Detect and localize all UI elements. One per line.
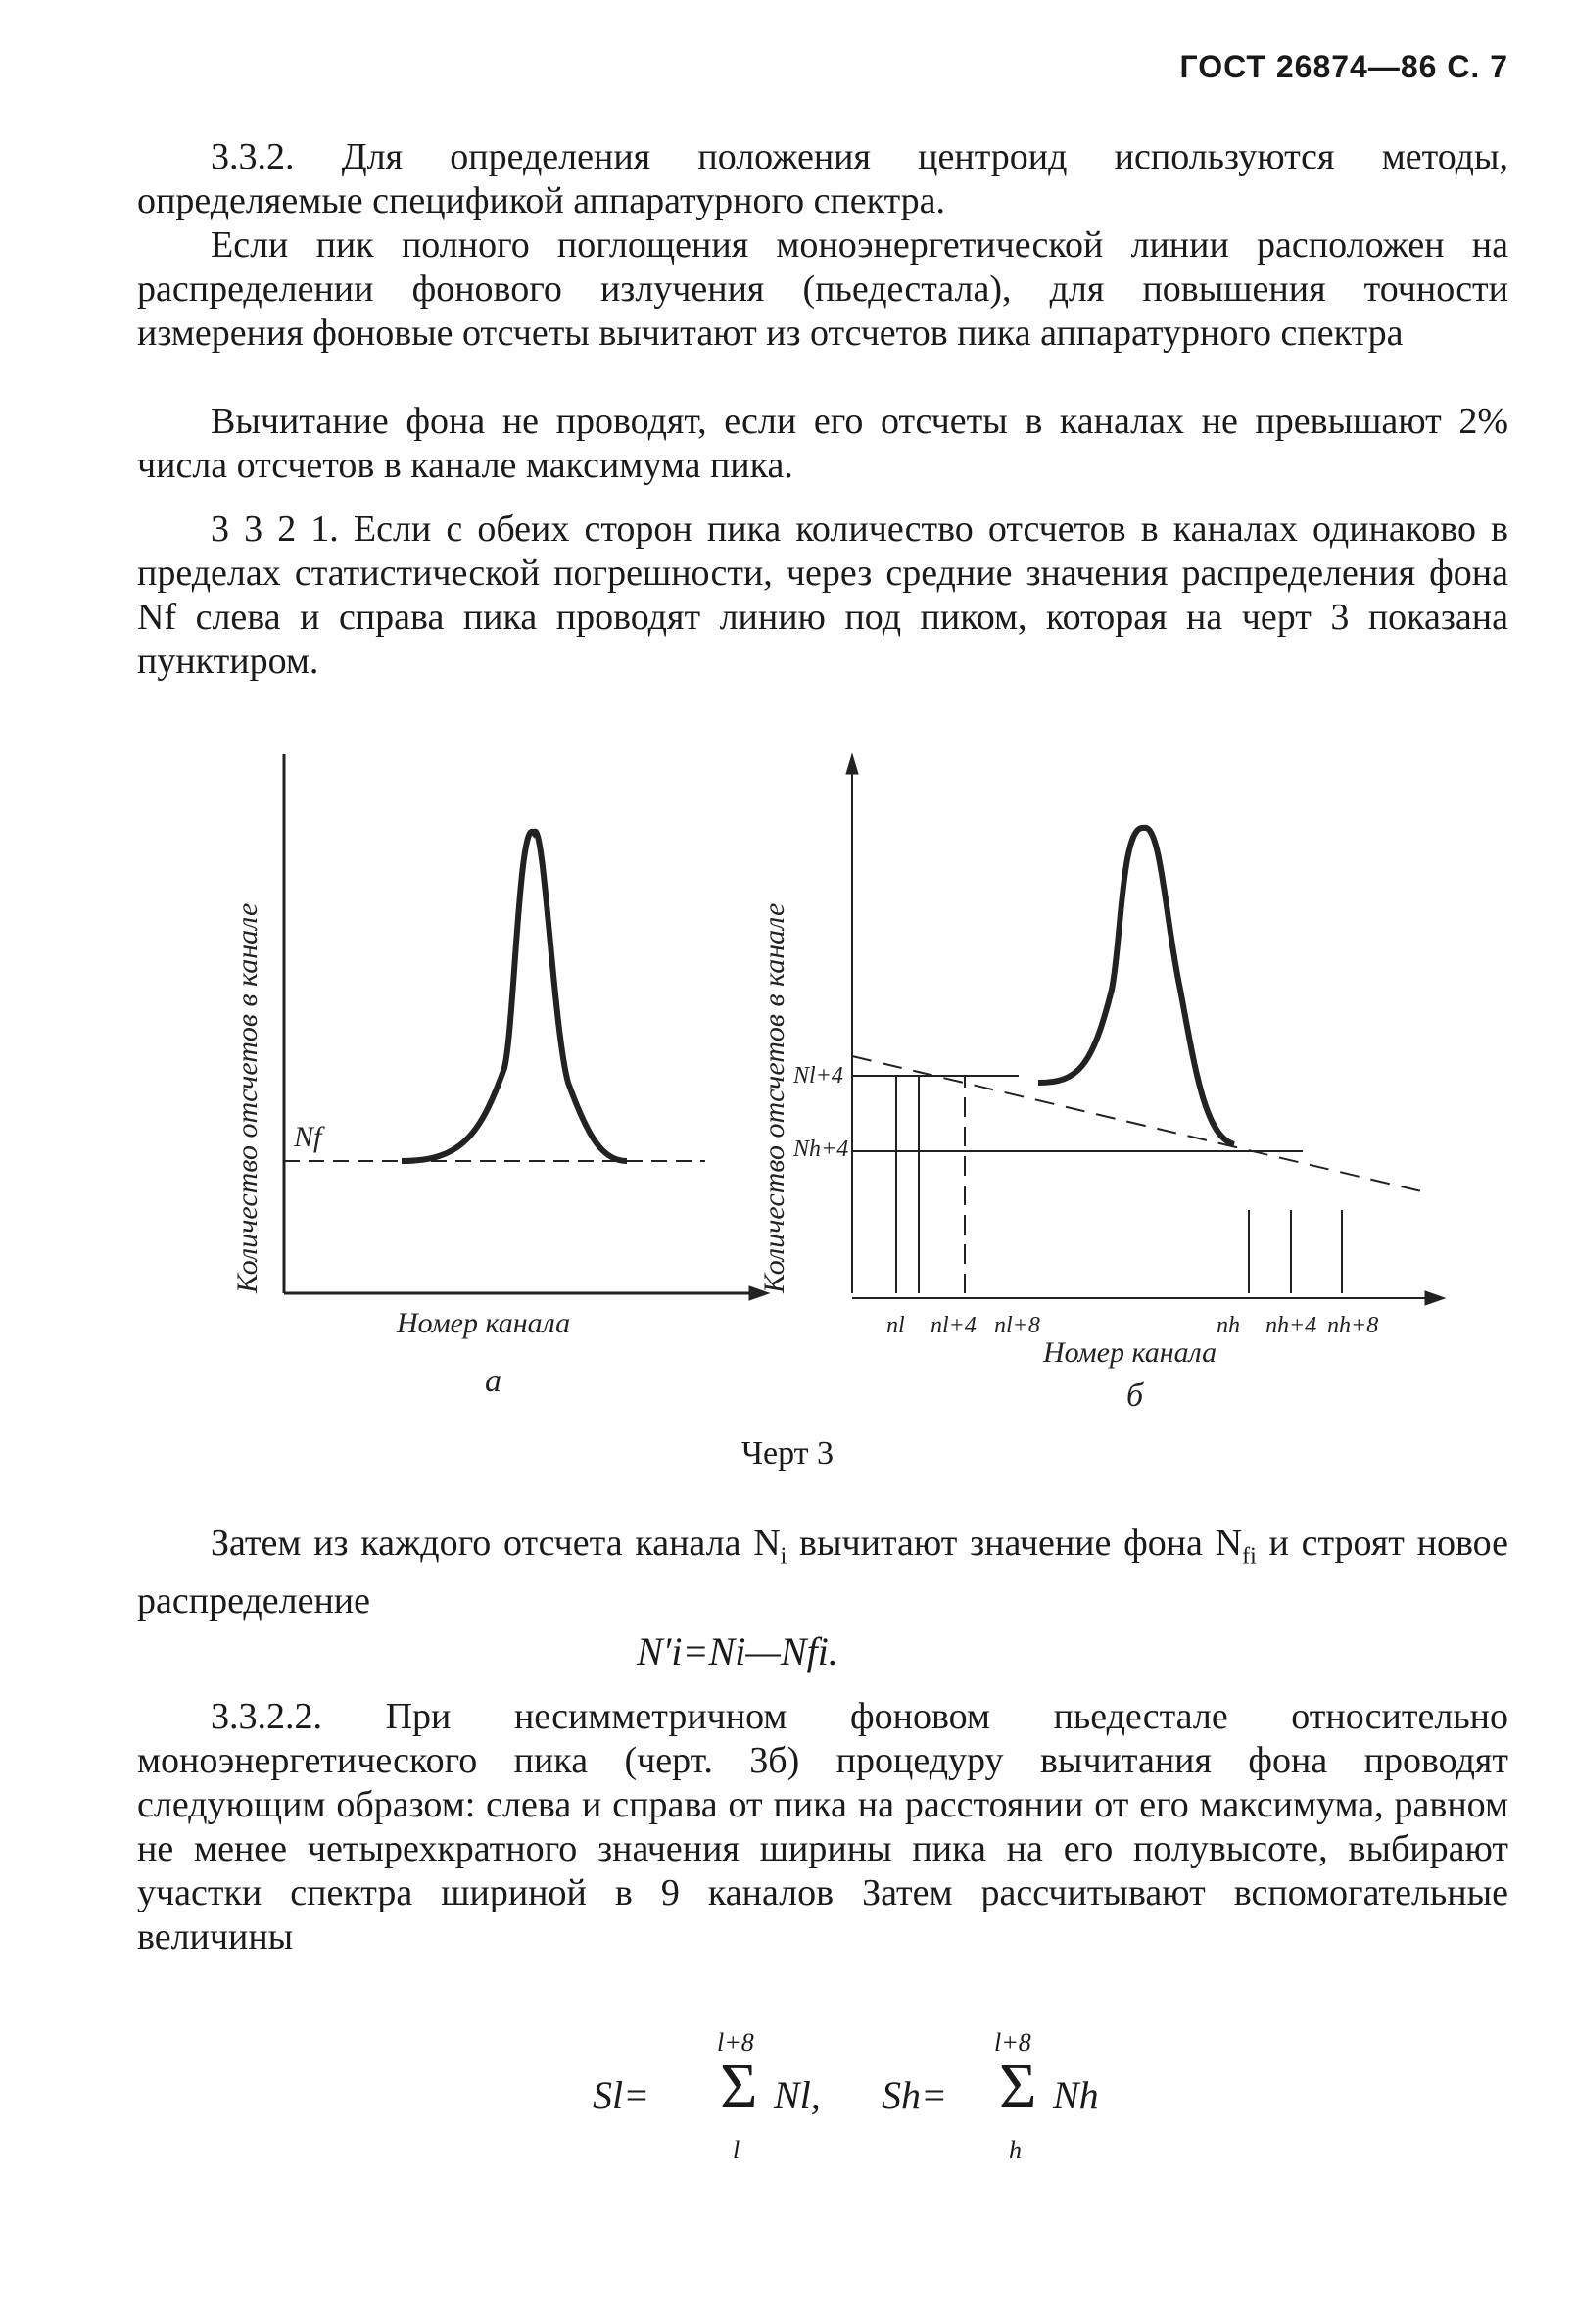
tick-label-nl: nl bbox=[886, 1313, 905, 1338]
tick-label-nh: nh bbox=[1217, 1313, 1240, 1338]
xlabel-b: Номер канала bbox=[1043, 1336, 1217, 1369]
tick-label-nl8: nl+8 bbox=[994, 1313, 1040, 1338]
sum-l-upper: l+8 bbox=[717, 2028, 754, 2057]
tick-label-nl4: nl+4 bbox=[931, 1313, 977, 1338]
sum-h-sigma: Σ bbox=[999, 2051, 1037, 2122]
arrow-x-b bbox=[1425, 1291, 1445, 1305]
figure-b bbox=[846, 754, 1445, 1305]
ylabel-b: Количество отсчетов в канале bbox=[758, 902, 790, 1293]
paragraph-background: Если пик полного поглощения моноэнергетической линии расположен на распределении фонового излучения (пьедестала), для повышения точности измерения фоновые отсчеты вычитают из отсчетов пика аппаратурного спектра bbox=[137, 224, 1508, 354]
figure-3 bbox=[0, 745, 1575, 1489]
paragraph-subtract: Затем из каждого отсчета канала $N_i$ вычитают значение фона $N_{fi}$ и строят новое распределение bbox=[137, 1523, 1509, 1622]
figure-a bbox=[284, 754, 769, 1300]
paragraph-no-subtraction: Вычитание фона не проводят, если его отсчеты в каналах не превышают 2% числа отсчетов в канале максимума пика. bbox=[137, 401, 1508, 486]
arrow-y-b bbox=[846, 754, 858, 774]
paragraph-3-3-2: 3.3.2. Для определения положения центроид используются методы, определяемые спецификой аппаратурного спектра. bbox=[137, 136, 1508, 221]
sum-l-sigma: Σ bbox=[720, 2051, 758, 2122]
letter-a: а bbox=[485, 1363, 501, 1399]
sum-h-lhs: Sh= bbox=[882, 2073, 947, 2117]
sum-l-lhs: Sl= bbox=[593, 2073, 650, 2117]
equation-subtract: N′i=Ni—Nfi. bbox=[637, 1629, 838, 1673]
sum-l-lower: l bbox=[733, 2136, 740, 2164]
sum-h-term: Nh bbox=[1053, 2073, 1099, 2117]
peak-a bbox=[402, 832, 627, 1161]
paragraph-3-3-2-1: 3 3 2 1. Если с обеих сторон пика количество отсчетов в каналах одинаково в пределах статистической погрешности, через средние значения распределения фона Nf слева и справа пика проводят линию под пиком, которая на черт 3 показана пунктиром. bbox=[137, 508, 1508, 682]
ylabel-a: Количество отсчетов в канале bbox=[231, 902, 263, 1293]
nl4-label: Nl+4 bbox=[793, 1063, 843, 1089]
sum-h-lower: h bbox=[1009, 2136, 1022, 2164]
tick-label-nh8: nh+8 bbox=[1327, 1313, 1379, 1338]
sum-l-term: Nl, bbox=[774, 2073, 821, 2117]
nf-label: Nf bbox=[294, 1121, 322, 1153]
nh4-label: Nh+4 bbox=[793, 1137, 849, 1162]
paragraph-3-3-2-2: 3.3.2.2. При несимметричном фоновом пьедестале относительно моноэнергетического пика (черт. 3б) процедуру вычитания фона проводят следующим образом: слева и справа от пика на расстоянии от его максимума, равном не менее четырехкратного значения ширины пика на его полувысоте, выбирают участки спектра шириной в 9 каналов Затем рассчитывают вспомогательные величины bbox=[137, 1696, 1508, 1958]
letter-b: б bbox=[1126, 1378, 1144, 1414]
page-header: ГОСТ 26874—86 С. 7 bbox=[1179, 49, 1508, 84]
equation-sums bbox=[0, 2028, 1575, 2185]
tick-label-nh4: nh+4 bbox=[1265, 1313, 1317, 1338]
figure-caption: Черт 3 bbox=[740, 1435, 835, 1472]
peak-b bbox=[1038, 828, 1234, 1144]
xlabel-a: Номер канала bbox=[397, 1307, 571, 1339]
sum-h-upper: l+8 bbox=[994, 2028, 1031, 2057]
